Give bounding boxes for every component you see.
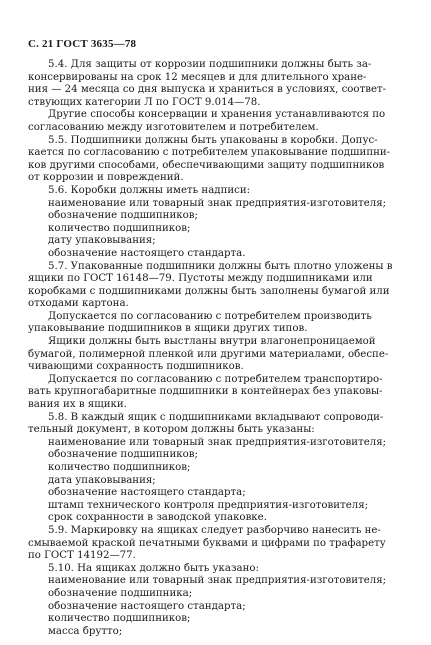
text-line: кается по согласованию с потребителем упаковывание подшипни- [28, 147, 391, 159]
text-line: наименование или товарный знак предприятия-изготовителя; [48, 436, 387, 448]
text-line: обозначение настоящего стандарта; [48, 487, 246, 499]
text-line: ков другими способами, обеспечивающими защиту подшипников [28, 159, 385, 171]
text-line: наименование или товарный знак предприятия-изготовителя; [48, 197, 387, 209]
text-line: Ящики должны быть выстланы внутри влагонепроницаемой [48, 336, 376, 348]
text-line: ствующих категории Л по ГОСТ 9.014—78. [28, 96, 261, 108]
text-line: от коррозии и повреждений. [28, 172, 184, 184]
text-line: 5.9. Маркировку на ящиках следует разборчиво нанесить не- [48, 524, 381, 536]
text-line: Допускается по согласованию с потребителем производить [48, 310, 372, 322]
text-line: ния — 24 месяца со дня выпуска и храниться в условиях, соответ- [28, 84, 387, 96]
text-line: Другие способы консервации и хранения устанавливаются по [48, 109, 386, 121]
text-line: коробками с подшипниками должны быть заполнены бумагой или [28, 285, 390, 297]
text-line: количество подшипников; [48, 462, 191, 473]
text-line: ящики по ГОСТ 16148—79. Пустоты между подшипниками или [28, 273, 373, 285]
page-header: С. 21 ГОСТ 3635—78 [28, 38, 137, 50]
text-line: 5.7. Упакованные подшипники должны быть плотно уложены в [48, 260, 393, 272]
text-line: 5.6. Коробки должны иметь надписи: [48, 184, 251, 196]
text-line: количество подшипников; [48, 222, 191, 234]
text-line: вать крупногабаритные подшипники в контейнерах без упаковы- [28, 386, 383, 398]
text-line: обозначение настоящего стандарта. [48, 247, 246, 259]
text-line: смываемой краской печатными буквами и цифрами по трафарету [28, 537, 386, 549]
text-line: масса брутто; [48, 625, 123, 637]
text-line: 5.10. На ящиках должно быть указано: [48, 562, 259, 574]
text-line: вания их в ящики. [28, 399, 127, 411]
text-line: 5.5. Подшипники должны быть упакованы в коробки. Допус- [48, 134, 378, 146]
text-line: консервированы на срок 12 месяцев и для длительного хране- [28, 71, 367, 83]
text-line: 5.4. Для защиты от коррозии подшипники должны быть за- [48, 59, 372, 70]
text-line: обозначение подшипника; [48, 587, 193, 599]
text-line: дату упаковывания; [48, 235, 156, 247]
text-line: чивающими сохранность подшипников. [28, 361, 244, 373]
text-line: срок сохранности в заводской упаковке. [48, 512, 267, 524]
text-line: бумагой, полимерной пленкой или другими материалами, обеспе- [28, 348, 389, 360]
text-line: отходами картона. [28, 298, 129, 310]
text-line: штамп технического контроля предприятия-изготовителя; [48, 499, 369, 511]
text-line: обозначение подшипников; [48, 449, 198, 461]
text-line: наименование или товарный знак предприятия-изготовителя; [48, 575, 387, 587]
document-body [28, 59, 401, 638]
text-line: по ГОСТ 14192—77. [28, 550, 136, 562]
text-line: упаковывание подшипников в ящики других типов. [28, 323, 308, 335]
text-line: 5.8. В каждый ящик с подшипниками вкладывают сопроводи- [48, 411, 384, 423]
text-line: обозначение подшипников; [48, 210, 198, 222]
text-line: количество подшипников; [48, 613, 191, 625]
text-line: согласованию между изготовителем и потребителем. [28, 121, 319, 133]
text-line: дата упаковывания; [48, 474, 156, 486]
text-line: Допускается по согласованию с потребителем транспортиро- [48, 373, 383, 385]
text-line: тельный документ, в котором должны быть указаны: [28, 424, 315, 436]
text-line: обозначение настоящего стандарта; [48, 600, 246, 612]
